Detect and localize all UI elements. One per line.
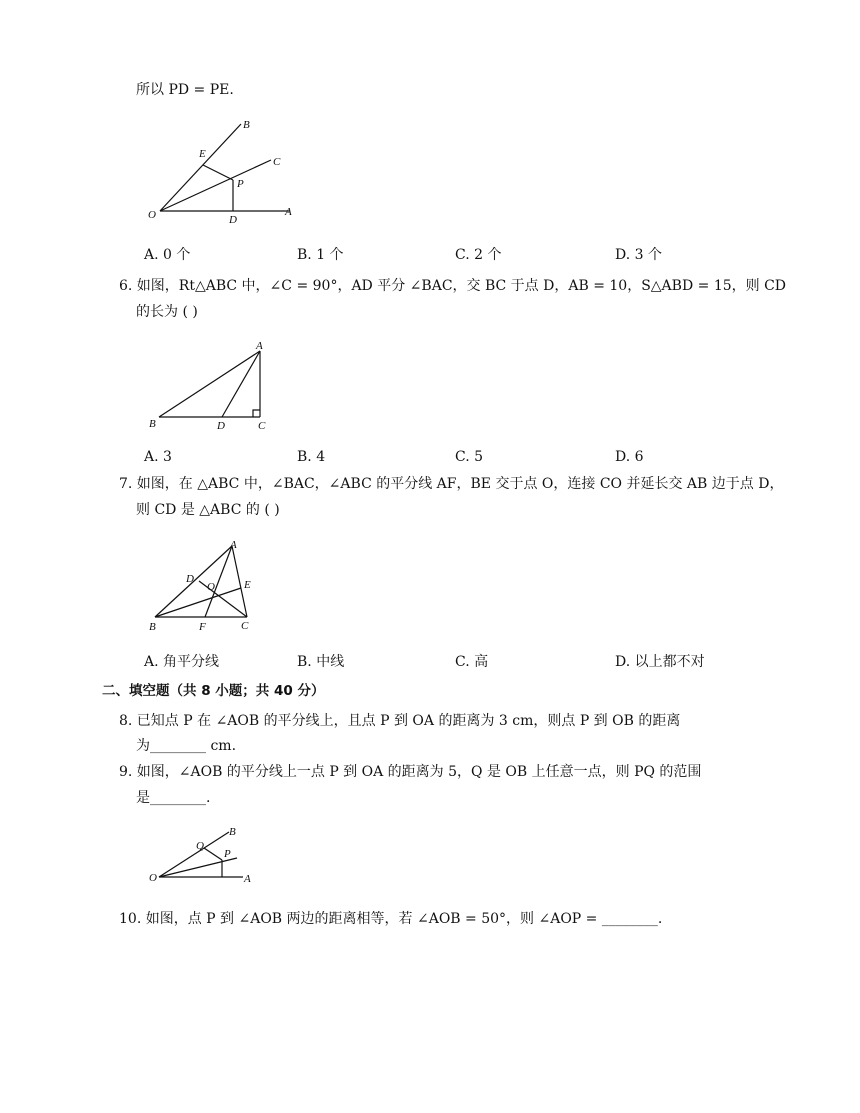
- label-A: A: [230, 539, 237, 551]
- q7-option-a: A. 角平分线: [144, 654, 220, 670]
- label-C: C: [241, 620, 249, 632]
- label-D: D: [229, 214, 237, 226]
- q5-option-a: A. 0 个: [144, 247, 191, 263]
- label-D: D: [217, 420, 225, 432]
- q8-text-line2: 为________ cm.: [136, 738, 237, 754]
- label-E: E: [199, 148, 206, 160]
- label-E: E: [244, 579, 251, 591]
- label-A: A: [285, 206, 292, 218]
- label-P: P: [237, 178, 244, 190]
- q7-option-b: B. 中线: [297, 654, 345, 670]
- q7-text-line1: 7. 如图，在 △ABC 中，∠BAC，∠ABC 的平分线 AF，BE 交于点 O，连接 CO 并延长交 AB 边于点 D，: [119, 476, 784, 492]
- label-D: D: [186, 573, 194, 585]
- label-O: O: [149, 872, 157, 884]
- q10-text-line1: 10. 如图，点 P 到 ∠AOB 两边的距离相等，若 ∠AOB = 50°，则 ∠AOP = ________.: [119, 911, 663, 927]
- label-B: B: [229, 826, 236, 838]
- label-B: B: [149, 418, 156, 430]
- label-C: C: [273, 156, 281, 168]
- figure-right-triangle-abc: [145, 338, 285, 438]
- label-A: A: [256, 340, 263, 352]
- q6-option-c: C. 5: [455, 449, 484, 465]
- label-O: O: [207, 581, 215, 593]
- label-O: O: [148, 209, 156, 221]
- q5-option-c: C. 2 个: [455, 247, 502, 263]
- q7-text-line2: 则 CD 是 △ABC 的 ( ): [136, 502, 280, 518]
- label-B: B: [149, 621, 156, 633]
- label-F: F: [199, 621, 206, 633]
- section-heading-fill-in: 二、填空题（共 8 小题；共 40 分）: [102, 683, 325, 699]
- figure-angle-aob-pq: [145, 820, 265, 890]
- q7-option-d: D. 以上都不对: [615, 654, 705, 670]
- q7-option-c: C. 高: [455, 654, 489, 670]
- q6-text-line2: 的长为 ( ): [136, 304, 198, 320]
- q6-option-d: D. 6: [615, 449, 644, 465]
- figure-triangle-bisectors: [145, 536, 285, 636]
- q9-text-line2: 是________.: [136, 790, 211, 806]
- label-Q: Q: [196, 840, 204, 852]
- label-B: B: [243, 119, 250, 131]
- proof-conclusion: 所以 PD = PE.: [136, 82, 234, 98]
- q5-option-b: B. 1 个: [297, 247, 344, 263]
- label-P: P: [224, 848, 231, 860]
- label-C: C: [258, 420, 266, 432]
- q6-option-b: B. 4: [297, 449, 326, 465]
- q5-option-d: D. 3 个: [615, 247, 662, 263]
- q6-option-a: A. 3: [144, 449, 172, 465]
- label-A: A: [244, 873, 251, 885]
- figure-angle-bisector-oabc: [140, 112, 340, 232]
- q6-text-line1: 6. 如图，Rt△ABC 中，∠C = 90°，AD 平分 ∠BAC，交 BC 于点 D，AB = 10，S△ABD = 15，则 CD: [119, 278, 787, 294]
- q9-text-line1: 9. 如图，∠AOB 的平分线上一点 P 到 OA 的距离为 5，Q 是 OB 上任意一点，则 PQ 的范围: [119, 764, 702, 780]
- q8-text-line1: 8. 已知点 P 在 ∠AOB 的平分线上，且点 P 到 OA 的距离为 3 cm，则点 P 到 OB 的距离: [119, 713, 681, 729]
